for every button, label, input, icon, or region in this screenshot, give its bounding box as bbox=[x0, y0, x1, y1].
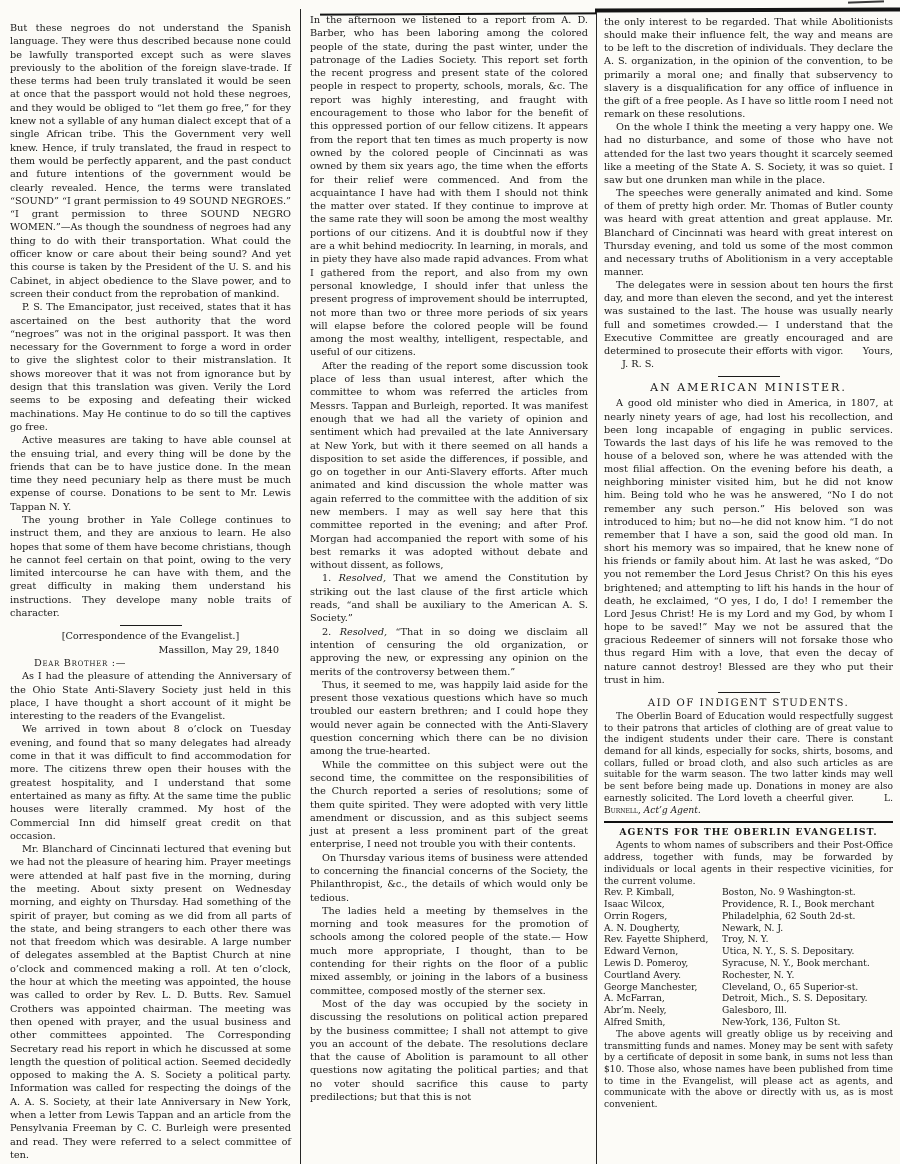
paragraph: Thus, it seemed to me, was happily laid aside for the present those vexatious questions which have so much troubled our eastern brethren; and I could hope they would never again be connected with the Anti-Slavery question concerning which there can be no division among the true-hearted. bbox=[310, 679, 588, 758]
agent-address: Boston, No. 9 Washington-st. bbox=[722, 888, 856, 899]
closing-paragraph bbox=[604, 279, 893, 371]
agent-name: Lewis D. Pomeroy, bbox=[604, 959, 689, 970]
agent-address: Detroit, Mich., S. S. Depositary. bbox=[722, 994, 868, 1005]
aid-paragraph bbox=[604, 712, 893, 817]
column-1 bbox=[0, 0, 300, 1164]
agent-row bbox=[604, 1018, 893, 1030]
agent-name: Alfred Smith, bbox=[604, 1018, 666, 1029]
agent-row bbox=[604, 912, 893, 924]
paragraph-text: The Oberlin Board of Education would respectfully suggest to their patrons that articles of clothing are of great value to the indigent students under their care. There is constant demand for all kinds, especially for socks, shirts, bosoms, and collars, fulled or broad cloth, and also such articles as are suitable for the warm season. The two latter kinds may well be sent before being made up. Donations in money are also earnestly solicited. The Lord loveth a cheerful giver. bbox=[604, 711, 893, 804]
paragraph: P. S. The Emancipator, just received, states that it has ascertained on the best authority that the word “negroes” was not in the original passport. It was then necessary for the Government to forge a word in order to give the slightest color to their mistranslation. It shows moreover that it was not from ignorance but by design that this translation was given. Verily the Lord seems to be exposing and defeating their wicked machinations. May He continue to do so till the captives go free. bbox=[10, 302, 291, 433]
agent-row bbox=[604, 983, 893, 995]
agent-address: Galesboro, Ill. bbox=[722, 1006, 787, 1017]
agent-row bbox=[604, 935, 893, 947]
agent-name: Isaac Wilcox, bbox=[604, 900, 665, 911]
agent-address: Philadelphia, 62 South 2d-st. bbox=[722, 911, 856, 922]
resolution-item bbox=[310, 626, 588, 679]
section-divider-rule-thick bbox=[604, 821, 893, 823]
agent-row bbox=[604, 888, 893, 900]
signature-initials: J. R. S. bbox=[622, 359, 655, 371]
signature-role: Act’g Agent. bbox=[643, 805, 701, 816]
paragraph: But these negroes do not understand the Spanish language. They were thus described because none could be lawfully transported except such as were slaves previously to the abolition of the foreign slave-trade. If these terms had been truly translated it would be seen at once that the passport would not hold these negroes, and they would be obliged to “let them go free,” for they knew not a syllable of any human dialect except that of a single African tribe. This the Government very well knew. Hence, if truly translated, the fraud in respect to them would be perfectly apparent, and the past conduct and future intentions of the government would be clearly revealed. Hence, the terms were translated “SOUND” “I grant permission to 49 SOUND NEGROES.” “I grant permission to three SOUND NEGRO WOMEN.”—As though the soundness of negroes had any thing to do with their transportation. What could the officer know or care about their being sound? And yet this course is taken by the President of the U. S. and his Cabinet, in abject obedience to the Slave power, and to screen their conduct from the reprobation of mankind. bbox=[10, 23, 291, 300]
resolution-text: That we amend the Constitution by striking out the last clause of the first article which reads, “and shall be auxiliary to the American A. S. Society.” bbox=[310, 573, 588, 625]
article-heading-agents: AGENTS FOR THE OBERLIN EVANGELIST. bbox=[619, 827, 878, 839]
agent-address: Rochester, N. Y. bbox=[722, 970, 795, 981]
paragraph-text: The delegates were in session about ten hours the first day, and more than eleven the second, and yet the interest was sustained to the last. The house was usually nearly full and sometimes crowded.— I understand that the Executive Committee are greatly encouraged and are determined to prosecute their efforts with vigor. bbox=[604, 280, 893, 357]
paragraph: the only interest to be regarded. That while Abolitionists should make their influence felt, the way and means are to be left to the discretion of individuals. They declare the A. S. organization, in the opinion of the convention, to be primarily a moral one; and finally that subservency to slavery is a disqualification for any office of influence in the gift of a free people. As I have so little room I need not remark on these resolutions. bbox=[604, 17, 893, 121]
salutation: Dear Brother :— bbox=[34, 657, 127, 669]
paragraph: Most of the day was occupied by the society in discussing the resolutions on political action prepared by the business committee; I shall not attempt to give you an account of the debate. The resolutions declare that the cause of Abolition is paramount to all other questions now agitating the political parties; and that no voter should sacrifice this cause to party predilections; but that this is not bbox=[310, 998, 588, 1104]
agent-row bbox=[604, 1006, 893, 1018]
paragraph: The young brother in Yale College continues to instruct them, and they are anxious to learn. He also hopes that some of them have become christians, though he cannot feel certain on that point, owing to the very limited intercourse he can have with them, and the great difficulty in making them understand his instructions. They develope many noble traits of character. bbox=[10, 514, 292, 620]
paragraph: The above agents will greatly oblige us by receiving and transmitting funds and names. Money may be sent with safety by a certificate of deposit in some bank, in sums not less than $10. Those also, whose names have been published from time to time in the Evangelist, will please act as agents, and communicate with the above or directly with us, as is most convenient. bbox=[604, 1029, 893, 1111]
agent-address: Syracuse, N. Y., Book merchant. bbox=[722, 959, 870, 970]
correspondence-credit: [Correspondence of the Evangelist.] bbox=[61, 631, 240, 643]
agent-name: George Manchester, bbox=[604, 982, 698, 993]
agent-address: Troy, N. Y. bbox=[722, 935, 769, 946]
agent-address: Cleveland, O., 65 Superior-st. bbox=[722, 982, 859, 993]
column-3 bbox=[597, 0, 900, 1164]
agent-row bbox=[604, 947, 893, 959]
agent-address: New-York, 136, Fulton St. bbox=[722, 1018, 841, 1029]
column-2 bbox=[301, 0, 596, 1164]
paragraph: The speeches were generally animated and kind. Some of them of pretty high order. Mr. Thomas of Butler county was heard with great attention and great applause. Mr. Blanchard of Cincinnati was heard with great interest on Thursday evening, and told us some of the most common and necessary truths of Abolitionism in a very acceptable manner. bbox=[604, 188, 893, 278]
paragraph: The ladies held a meeting by themselves in the morning and took measures for the promotion of schools among the colored people of the state.— How much more appropriate, I thought, than to be contending for their rights on the floor of a public mixed assembly, or joining in the labors of a business committee, composed mostly of the sterner sex. bbox=[310, 905, 588, 997]
agent-row bbox=[604, 924, 893, 936]
resolution-number: 1. bbox=[322, 573, 332, 585]
agent-name: Rev. P. Kimball, bbox=[604, 888, 675, 899]
paragraph: While the committee on this subject were out the second time, the committee on the responsibilities of the Church reported a series of resolutions; some of them quite spirited. They were adopted with very little amendment or discussion, and as this subject seems just at present a less prominent part of the great enterprise, I need not trouble you with their contents. bbox=[310, 759, 588, 851]
section-divider-rule bbox=[718, 692, 780, 693]
paragraph: Mr. Blanchard of Cincinnati lectured that evening but we had not the pleasure of hearing him. Prayer meetings were attended at half past five in the morning, during the meeting. About sixty present on Wednesday morning, and eighty on Thursday. Had something of the spirit of prayer, but coming as we did from all parts of the state, and being strangers to each other there was not that freedom which was desirable. A large number of delegates assembled at the Baptist Church at nine o’clock and commenced making a roll. At ten o’clock, the hour at which the meeting was appointed, the house was called to order by Rev. L. D. Butts. Rev. Samuel Crothers was appointed chairman. The meeting was then opened with prayer, and the usual business and other committees appointed. The Corresponding Secretary read his report in which he discussed at some length the question of political action. Seemed decidedly opposed to making the A. S. Society a political party. Information was called for respecting the doings of the A. A. S. Society, at their late Anniversary in New York, when a letter from Lewis Tappan and an article from the Pensylvania Freeman by C. C. Burleigh were presented and read. They were referred to a select committee of ten. bbox=[10, 844, 291, 1161]
article-heading-an-american-minister: AN AMERICAN MINISTER. bbox=[650, 381, 847, 395]
agent-address: Providence, R. I., Book merchant bbox=[722, 900, 875, 911]
agent-name: Orrin Rogers, bbox=[604, 911, 668, 922]
agent-address: Newark, N. J. bbox=[722, 923, 784, 934]
section-divider-rule bbox=[718, 376, 780, 377]
resolution-keyword: Resolved, bbox=[339, 626, 388, 638]
paragraph: Active measures are taking to have able counsel at the ensuing trial, and every thing will be done by the friends that can be to have justice done. In the mean time they need pecuniary help as there must be much expense of course. Donations to be sent to Mr. Lewis Tappan N. Y. bbox=[10, 435, 291, 513]
paragraph: Agents to whom names of subscribers and their Post-Office address, together with funds, may be forwarded by individuals or local agents in their respective vicinities, for the current volume. bbox=[604, 841, 893, 887]
agent-name: Edward Vernon, bbox=[604, 947, 679, 958]
agent-name: Courtland Avery. bbox=[604, 970, 682, 981]
agent-address: Utica, N. Y., S. S. Depositary. bbox=[722, 947, 855, 958]
agent-name: A. McFarran, bbox=[604, 994, 665, 1005]
paragraph: A good old minister who died in America, in 1807, at nearly ninety years of age, had lost his recollection, and been long incapable of engaging in public services. Towards the last days of his life he was removed to the house of a beloved son, where he was attended with the most filial affection. On the evening before his death, a neighboring minister visited him, but he did not know him. Being told who he was he answered, “No I do not remember any such person.” His beloved son was introduced to him; but no—he did not know him. “I do not remember that I have a son, said the good old man. In short his memory was so impaired, that he knew none of his friends or family about him. At last he was asked, “Do you not remember the Lord Jesus Christ? On this his eyes brightened; and attempting to lift his hands in the hour of death, he exclaimed, “O yes, I do, I do! I remember the Lord Jesus Christ! He is my Lord and my God, by whom I hope to be saved!” May we not be assured that the gracious Redeemer of sinners will not forsake those who thus regard Him with a love, that even the decay of nature cannot destroy! Blessed are they who put their trust in him. bbox=[604, 398, 893, 686]
signature-yours: Yours, bbox=[862, 345, 893, 357]
signature-name: L. Burnell, bbox=[604, 793, 893, 816]
paragraph: On Thursday various items of business were attended to concerning the financial concerns of the Society, the Philanthropist, &c., the details of which would only be tedious. bbox=[310, 852, 588, 904]
dateline: Massillon, May 29, 1840 bbox=[158, 644, 279, 656]
agent-name: A. N. Dougherty, bbox=[604, 923, 681, 934]
resolution-text: “That in so doing we disclaim all intention of censuring the old organization, or approving the new, or expressing any opinion on the merits of the controversy between them.” bbox=[310, 626, 588, 678]
resolution-item bbox=[310, 572, 588, 625]
agents-table bbox=[604, 888, 893, 1030]
agent-row bbox=[604, 971, 893, 983]
article-heading-aid-of-indigent-students: AID OF INDIGENT STUDENTS. bbox=[647, 696, 850, 709]
agent-name: Rev. Fayette Shipherd, bbox=[604, 935, 709, 946]
agent-name: Abr’m. Neely, bbox=[604, 1006, 667, 1017]
paragraph: After the reading of the report some discussion took place of less than usual interest, after which the committee to whom was referred the articles from Messrs. Tappan and Burleigh, reported. It was manifest enough that we had all the variety of opinion and sentiment which had prevailed at the late Anniversary at New York, but with it there seemed on all hands a disposition to set aside the differences, if possible, and go on together in our Anti-Slavery efforts. After much animated and kind discussion the whole matter was again referred to the committee with the addition of six new members. I may as well say here that this committee reported in the evening; and after Prof. Morgan had accompanied the report with some of his best remarks it was adopted without debate and without dissent, as follows, bbox=[310, 360, 588, 572]
agent-row bbox=[604, 900, 893, 912]
agent-row bbox=[604, 994, 893, 1006]
paragraph: We arrived in town about 8 o’clock on Tuesday evening, and found that so many delegates had already come in that it was difficult to find accommodation for more. The citizens threw open their houses with the greatest hospitality, and I understand that some entertained as many as fifty. At the same time the public houses were literally crammed. My host of the Commercial Inn did himself great credit on that occasion. bbox=[10, 724, 291, 842]
resolution-keyword: Resolved, bbox=[338, 573, 387, 585]
agent-row bbox=[604, 959, 893, 971]
paragraph: In the afternoon we listened to a report from A. D. Barber, who has been laboring among the colored people of the state, during the past winter, under the patronage of the Ladies Society. This report set forth the recent progress and present state of the colored people in respect to property, schools, morals, &c. The report was highly interesting, and fraught with encouragement to those who labor for the benefit of this oppressed portion of our fellow citizens. It appears from the report that ten times as much property is now owned by the colored people of Cincinnati as was owned by them six years ago, the time when the efforts for their relief were commenced. And from the acquaintance I have had with them I should not think the matter over stated. If they continue to improve at the same rate they will soon be among the most wealthy portions of our citizens. And it is doubtful now if they are a whit behind mediocrity. In learning, in morals, and in piety they have also made rapid advances. From what I gathered from the report, and also from my own personal knowledge, I should infer that unless the present progress of improvement should be interrupted, not more than two or three more periods of six years will elapse before the colored people will be found among the most wealthy, intelligent, respectable, and useful of our citizens. bbox=[310, 15, 588, 359]
section-divider-rule bbox=[120, 625, 182, 626]
resolution-number: 2. bbox=[322, 626, 332, 638]
paragraph: On the whole I think the meeting a very happy one. We had no disturbance, and some of those who have not attended for the last two years thought it scarcely seemed like a meeting of the State A. S. Society, it was so quiet. I saw but one drunken man while in the place. bbox=[604, 122, 893, 186]
paragraph: As I had the pleasure of attending the Anniversary of the Ohio State Anti-Slavery Society just held in this place, I have thought a short account of it might be interesting to the readers of the Evangelist. bbox=[10, 671, 291, 723]
